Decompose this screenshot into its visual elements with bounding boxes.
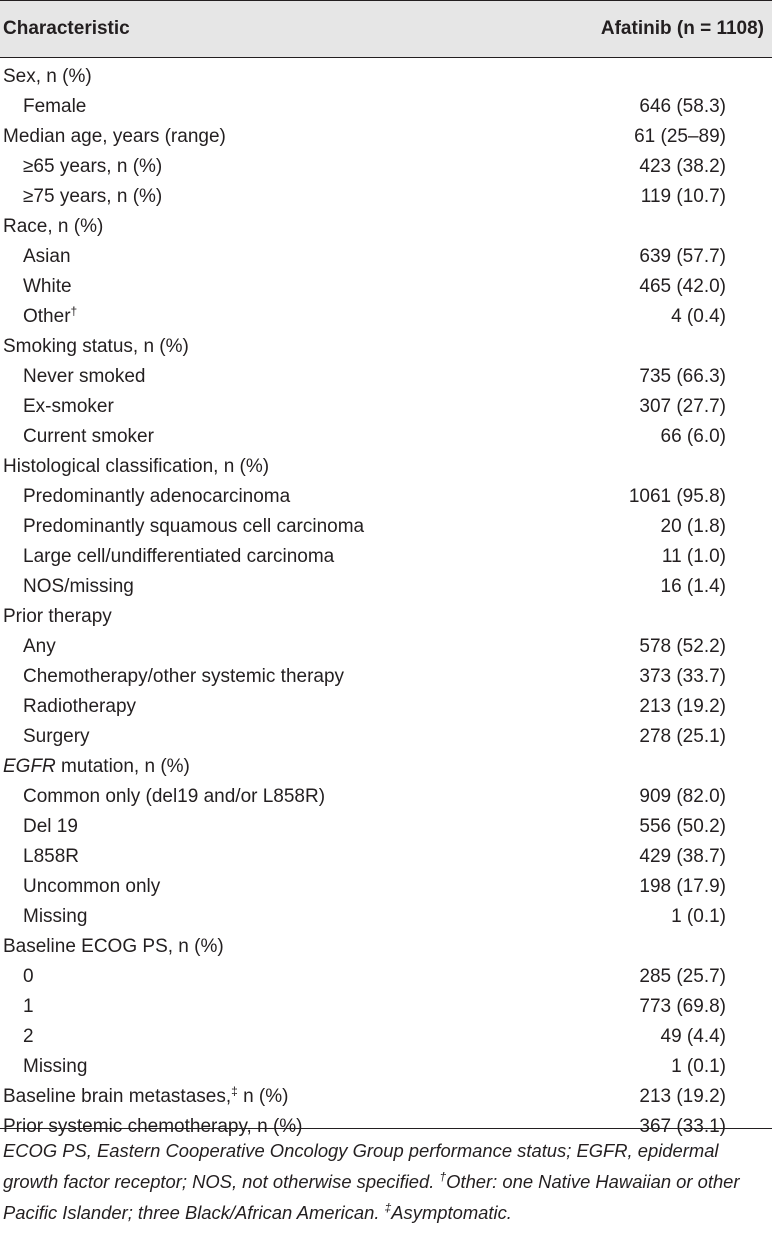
table-row (0, 663, 772, 693)
table-row (0, 993, 772, 1023)
row-value: 49 (4.4) (660, 1026, 726, 1047)
row-label-text: Ex-smoker (23, 396, 114, 417)
row-label (23, 366, 146, 388)
table-row (0, 123, 772, 153)
table-row (0, 363, 772, 393)
row-label-text: Chemotherapy/other systemic therapy (23, 666, 345, 687)
table-row (0, 1053, 772, 1083)
table-body (0, 63, 772, 1143)
row-value: 4 (0.4) (671, 306, 726, 327)
row-value: 213 (19.2) (639, 696, 726, 717)
table-row (0, 903, 772, 933)
row-label-text: Large cell/undifferentiated carcinoma (23, 546, 335, 567)
row-label-text: Race, n (%) (3, 216, 104, 237)
table-row (0, 153, 772, 183)
row-label-text: Asian (23, 246, 71, 267)
row-label (3, 216, 103, 238)
row-label-text: Common only (del19 and/or L858R) (23, 786, 326, 807)
table-row (0, 1083, 772, 1113)
row-label (23, 396, 114, 418)
row-footnote-mark: † (70, 304, 78, 318)
table-row (0, 843, 772, 873)
row-label (23, 876, 160, 898)
row-value: 367 (33.1) (639, 1116, 726, 1137)
row-label-text: Radiotherapy (23, 696, 137, 717)
row-value: 20 (1.8) (660, 516, 726, 537)
table-row (0, 423, 772, 453)
row-value: 423 (38.2) (639, 156, 726, 177)
row-label-text: Baseline ECOG PS, n (%) (3, 936, 224, 957)
row-value: 66 (6.0) (660, 426, 726, 447)
row-value: 578 (52.2) (639, 636, 726, 657)
row-label (23, 816, 78, 838)
row-value: 556 (50.2) (639, 816, 726, 837)
row-label (3, 1086, 289, 1108)
row-label (23, 846, 79, 868)
row-label (23, 636, 56, 658)
table-row (0, 963, 772, 993)
row-value: 646 (58.3) (639, 96, 726, 117)
header-characteristic: Characteristic (3, 18, 130, 39)
table-row (0, 393, 772, 423)
table-row (0, 243, 772, 273)
table-header (0, 0, 772, 58)
row-label-text: Median age, years (range) (3, 126, 226, 147)
row-label-text: Smoking status, n (%) (3, 336, 189, 357)
row-label-text: Histological classification, n (%) (3, 456, 270, 477)
row-label-text: Missing (23, 906, 88, 927)
table-row (0, 723, 772, 753)
row-value: 213 (19.2) (639, 1086, 726, 1107)
row-label-text: Prior systemic chemotherapy, n (%) (3, 1116, 303, 1137)
row-label-text: Predominantly squamous cell carcinoma (23, 516, 365, 537)
row-value: 119 (10.7) (640, 186, 726, 207)
row-label-text: Prior therapy (3, 606, 112, 627)
table-bottom-rule (0, 1128, 772, 1129)
row-label (23, 1026, 34, 1048)
row-label (3, 606, 112, 628)
row-label-text: White (23, 276, 72, 297)
row-label (23, 576, 134, 598)
row-value: 429 (38.7) (639, 846, 726, 867)
row-label (23, 666, 344, 688)
table-row (0, 933, 772, 963)
row-value: 773 (69.8) (639, 996, 726, 1017)
row-value: 1 (0.1) (671, 906, 726, 927)
row-value: 1061 (95.8) (628, 486, 726, 507)
table-row (0, 483, 772, 513)
table-row (0, 183, 772, 213)
table-row (0, 1023, 772, 1053)
row-value: 307 (27.7) (639, 396, 726, 417)
row-label-text: Del 19 (23, 816, 78, 837)
table-row (0, 273, 772, 303)
table-row (0, 213, 772, 243)
row-label (23, 156, 162, 178)
row-label-text: Uncommon only (23, 876, 161, 897)
row-value: 61 (25–89) (634, 126, 726, 147)
row-label (23, 786, 325, 808)
row-label-text: L858R (23, 846, 79, 867)
row-label (3, 336, 189, 358)
footnote-part1: ECOG PS, Eastern Cooperative Oncology Group performance status; EGFR, epidermal growth factor receptor; NOS, not otherwise specified. (3, 1140, 719, 1192)
footnote-ddagger: ‡ (384, 1201, 392, 1215)
table-row (0, 453, 772, 483)
table-row (0, 603, 772, 633)
row-value: 735 (66.3) (639, 366, 726, 387)
table-row (0, 573, 772, 603)
row-footnote-mark: ‡ (231, 1084, 238, 1098)
table-row (0, 813, 772, 843)
table-row (0, 63, 772, 93)
table-row (0, 783, 772, 813)
row-label-text: ≥75 years, n (%) (23, 186, 163, 207)
row-label (23, 246, 71, 268)
footnote-dagger: † (439, 1170, 447, 1184)
row-label-text: 1 (23, 996, 34, 1017)
row-label (23, 96, 86, 118)
row-label (23, 996, 34, 1018)
row-label (3, 756, 190, 778)
row-value: 1 (0.1) (671, 1056, 726, 1077)
row-value: 373 (33.7) (639, 666, 726, 687)
row-label-text: Female (23, 96, 87, 117)
table-row (0, 693, 772, 723)
row-label (3, 126, 226, 148)
footnote-part2: Other: one Native Hawaiian or other Pacific Islander; three Black/African American. (3, 1171, 740, 1223)
row-label (23, 306, 77, 328)
row-value: 278 (25.1) (639, 726, 726, 747)
row-label (23, 186, 162, 208)
header-afatinib: Afatinib (n = 1108) (600, 18, 764, 39)
row-label-text: Baseline brain metastases, (3, 1086, 232, 1107)
row-label (3, 936, 224, 958)
row-label-text: Missing (23, 1056, 88, 1077)
row-label (3, 66, 92, 88)
row-label-text: 2 (23, 1026, 34, 1047)
table-row (0, 513, 772, 543)
row-label-text: Other (23, 306, 71, 327)
row-label-text: Surgery (23, 726, 90, 747)
row-label (23, 966, 34, 988)
row-label-text: 0 (23, 966, 34, 987)
row-label-text: NOS/missing (23, 576, 134, 597)
row-label (23, 516, 364, 538)
row-label-text: ≥65 years, n (%) (23, 156, 163, 177)
row-label (3, 456, 269, 478)
row-label (23, 546, 334, 568)
table-row (0, 873, 772, 903)
row-label (23, 426, 154, 448)
row-value: 16 (1.4) (660, 576, 726, 597)
row-label-text: Never smoked (23, 366, 146, 387)
table-row (0, 543, 772, 573)
row-label (23, 276, 72, 298)
table-row (0, 633, 772, 663)
row-label-text: Sex, n (%) (3, 66, 92, 87)
row-label-text: EGFR (3, 756, 56, 777)
row-value: 465 (42.0) (639, 276, 726, 297)
table-row (0, 303, 772, 333)
footnote-part3: Asymptomatic. (391, 1202, 512, 1223)
row-label (23, 696, 136, 718)
table-row (0, 333, 772, 363)
row-label (23, 1056, 87, 1078)
row-label (23, 906, 87, 928)
row-label (23, 486, 290, 508)
row-value: 909 (82.0) (639, 786, 726, 807)
row-value: 198 (17.9) (639, 876, 726, 897)
row-value: 639 (57.7) (639, 246, 726, 267)
table-row (0, 753, 772, 783)
row-label-text: Predominantly adenocarcinoma (23, 486, 291, 507)
row-label-text: Any (23, 636, 56, 657)
row-value: 11 (1.0) (661, 546, 726, 567)
row-label (23, 726, 90, 748)
row-value: 285 (25.7) (639, 966, 726, 987)
table-row (0, 93, 772, 123)
table-footnote (3, 1135, 769, 1228)
row-label-rest: mutation, n (%) (55, 756, 190, 777)
row-label-rest: n (%) (237, 1086, 289, 1107)
row-label-text: Current smoker (23, 426, 154, 447)
